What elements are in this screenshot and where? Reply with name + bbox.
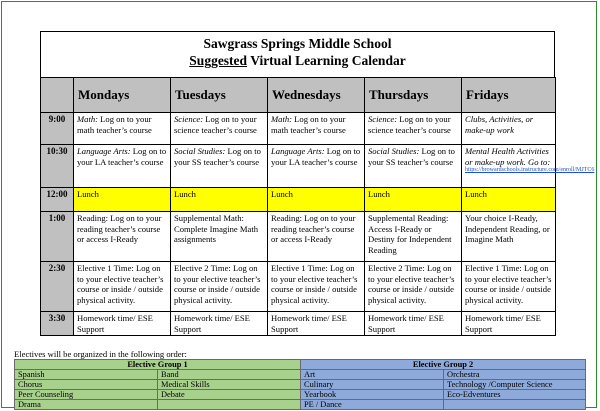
time-label: 3:30 — [41, 312, 74, 336]
subject-label: Social Studies: — [174, 146, 226, 156]
subject-label: Math: — [77, 114, 99, 124]
schedule-cell — [462, 262, 556, 312]
activity-text: Lunch — [174, 189, 196, 199]
electives-table — [14, 359, 586, 410]
activity-text: Homework time/ ESE Support — [368, 313, 444, 334]
activity-text: Log on to your science teacher’s course — [368, 114, 451, 135]
time-label: 10:30 — [41, 145, 74, 188]
activity-text: Lunch — [368, 189, 390, 199]
schedule-cell — [74, 113, 171, 145]
time-slot-row — [41, 262, 556, 312]
elective-cell: Orchestra — [444, 370, 586, 380]
time-slot-row — [41, 145, 556, 188]
schedule-cell — [74, 312, 171, 336]
day-header-row — [41, 78, 556, 113]
elective-cell: Debate — [158, 390, 301, 400]
day-header: Mondays — [74, 78, 171, 113]
elective-row — [15, 370, 586, 380]
activity-text: Elective 1 Time: Log on to your elective teacher’s course or inside / outside physical activity. — [77, 263, 164, 305]
activity-text: Homework time/ ESE Support — [271, 313, 347, 334]
schedule-cell — [268, 113, 365, 145]
schedule-cell — [365, 188, 462, 212]
activity-text: Log on to your math teacher’s course — [77, 114, 152, 135]
schedule-cell — [171, 262, 268, 312]
schedule-cell — [365, 145, 462, 188]
time-slot-row — [41, 312, 556, 336]
corner-cell — [41, 78, 74, 113]
activity-text: Elective 2 Time: Log on to your elective teacher’s course or inside / outside physical activity. — [368, 263, 455, 305]
time-label: 1:00 — [41, 212, 74, 262]
day-header: Thursdays — [365, 78, 462, 113]
activity-text: Lunch — [465, 189, 487, 199]
elective-row — [15, 390, 586, 400]
schedule-cell — [268, 312, 365, 336]
day-header: Wednesdays — [268, 78, 365, 113]
activity-text: Elective 2 Time: Log on to your elective teacher’s course or inside / outside physical activity. — [174, 263, 261, 305]
elective-cell: PE / Dance — [301, 400, 444, 410]
activity-text: Elective 1 Time: Log on to your elective teacher’s course or inside / outside physical activity. — [465, 263, 552, 305]
elective-group-1-title: Elective Group 1 — [15, 360, 301, 370]
elective-row — [15, 380, 586, 390]
calendar-subtitle — [41, 52, 554, 70]
schedule-cell — [74, 188, 171, 212]
school-name: Sawgrass Springs Middle School — [203, 36, 392, 51]
schedule-cell — [171, 113, 268, 145]
activity-text: Clubs, Activities, or make-up work — [465, 114, 534, 135]
schedule-cell — [268, 188, 365, 212]
elective-cell: Yearbook — [301, 390, 444, 400]
calendar-title-box — [40, 31, 555, 77]
activity-text: Supplemental Reading: Access I-Ready or Destiny for Independent Reading — [368, 213, 452, 255]
activity-text: Lunch — [271, 189, 293, 199]
activity-text: Elective 1 Time: Log on to your elective teacher’s course or inside / outside physical activity. — [271, 263, 358, 305]
time-label: 9:00 — [41, 113, 74, 145]
activity-text: Supplemental Math: Complete Imagine Math assignments — [174, 213, 259, 244]
schedule-cell — [268, 212, 365, 262]
schedule-table — [40, 77, 595, 336]
elective-cell — [158, 400, 301, 410]
schedule-cell — [462, 312, 556, 336]
elective-cell: Drama — [15, 400, 158, 410]
schedule-cell — [365, 113, 462, 145]
schedule-cell — [171, 145, 268, 188]
elective-cell: Culinary — [301, 380, 444, 390]
time-slot-row — [41, 212, 556, 262]
schedule-cell — [462, 188, 556, 212]
activity-text: Homework time/ ESE Support — [174, 313, 250, 334]
schedule-cell — [365, 262, 462, 312]
schedule-cell — [171, 212, 268, 262]
schedule-cell — [462, 113, 556, 145]
elective-cell: Peer Counseling — [15, 390, 158, 400]
electives-header-row — [15, 360, 586, 370]
schedule-cell — [462, 145, 595, 188]
day-header: Tuesdays — [171, 78, 268, 113]
activity-text: Log on to your math teacher’s course — [271, 114, 346, 135]
subject-label: Math: — [271, 114, 293, 124]
activity-text: Log on to your LA teacher’s course — [77, 146, 167, 167]
elective-cell: Band — [158, 370, 301, 380]
elective-cell: Art — [301, 370, 444, 380]
time-slot-row — [41, 113, 556, 145]
activity-text: Your choice I-Ready, Independent Reading, or Imagine Math — [465, 213, 550, 244]
activity-text: Lunch — [77, 189, 99, 199]
resource-link[interactable]: https://browardschools.instructure.com/enroll/MJTC6 — [465, 167, 595, 173]
elective-cell: Eco-Edventures — [444, 390, 586, 400]
elective-cell — [444, 400, 586, 410]
activity-text: Homework time/ ESE Support — [465, 313, 541, 334]
schedule-cell — [268, 145, 365, 188]
activity-text: Log on to your SS teacher’s course — [174, 146, 261, 167]
schedule-cell — [365, 212, 462, 262]
schedule-cell — [74, 262, 171, 312]
activity-text: Log on to your science teacher’s course — [174, 114, 257, 135]
schedule-cell — [74, 212, 171, 262]
schedule-cell — [171, 188, 268, 212]
schedule-cell — [268, 262, 365, 312]
activity-text: Homework time/ ESE Support — [77, 313, 153, 334]
subject-label: Social Studies: — [368, 146, 420, 156]
activity-text: Reading: Log on to your reading teacher’s course or access I-Ready — [271, 213, 356, 244]
electives-note: Electives will be organized in the following order: — [14, 349, 187, 359]
subtitle-emphasis: Suggested — [189, 53, 248, 68]
subject-label: Language Arts: — [271, 146, 325, 156]
elective-cell: Chorus — [15, 380, 158, 390]
schedule-cell — [365, 312, 462, 336]
subject-label: Science: — [368, 114, 398, 124]
schedule-cell — [462, 212, 556, 262]
elective-row — [15, 400, 586, 410]
elective-group-2-title: Elective Group 2 — [301, 360, 586, 370]
subject-label: Language Arts: — [77, 146, 131, 156]
day-header: Fridays — [462, 78, 556, 113]
activity-text: Mental Health Activities or make-up work. Go to: — [465, 146, 551, 167]
time-label: 2:30 — [41, 262, 74, 312]
subject-label: Science: — [174, 114, 204, 124]
time-label: 12:00 — [41, 188, 74, 212]
schedule-cell — [74, 145, 171, 188]
schedule-cell — [171, 312, 268, 336]
elective-cell: Spanish — [15, 370, 158, 380]
elective-cell: Medical Skills — [158, 380, 301, 390]
lunch-row — [41, 188, 556, 212]
activity-text: Log on to your LA teacher’s course — [271, 146, 361, 167]
elective-cell: Technology /Computer Science — [444, 380, 586, 390]
activity-text: Log on to your SS teacher’s course — [368, 146, 455, 167]
activity-text: Reading: Log on to your reading teacher’s course or access I-Ready — [77, 213, 162, 244]
subtitle-rest: Virtual Learning Calendar — [247, 53, 406, 68]
